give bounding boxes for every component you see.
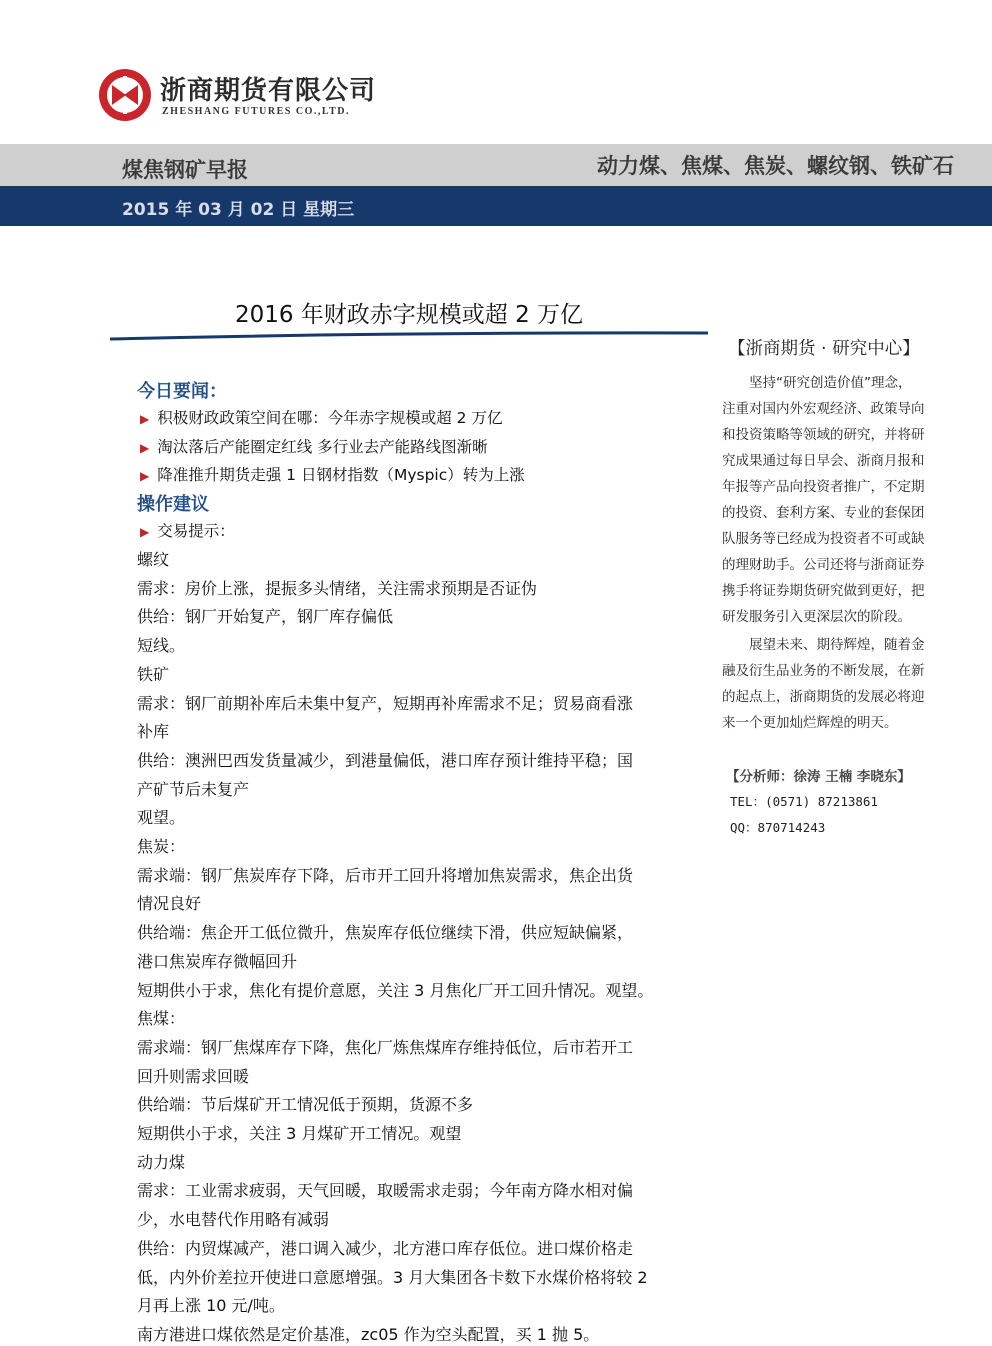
advice-line: 需求：钢厂前期补库后未集中复产，短期再补库需求不足；贸易商看涨 [137, 693, 634, 713]
headline: 2016 年财政赤字规模或超 2 万亿 [234, 302, 584, 328]
advice-line: 短线。 [137, 636, 186, 656]
sidebar-text-line: 的投资、套利方案、专业的套保团 [722, 505, 925, 521]
advice-line: 动力煤 [137, 1152, 186, 1172]
advice-line: 情况良好 [137, 894, 202, 914]
news-item: ▶ 淘汰落后产能圈定红线 多行业去产能路线图渐晰 [140, 438, 488, 456]
report-name: 煤焦钢矿早报 [122, 158, 248, 182]
sidebar-text-line: 队服务等已经成为投资者不可或缺 [722, 531, 925, 547]
sidebar-text-line: 携手将证券期货研究做到更好，把 [722, 583, 925, 599]
advice-line: 需求端：钢厂焦煤库存下降，焦化厂炼焦煤库存维持低位，后市若开工 [137, 1037, 634, 1057]
sidebar-text-line: 的理财助手。公司还将与浙商证券 [722, 557, 925, 573]
advice-line: 南方港进口煤依然是定价基准，zc05 作为空头配置，买 1 抛 5。 [137, 1324, 600, 1344]
arrow-bullet-icon: ▶ [140, 469, 150, 483]
sidebar-text-line: 的起点上，浙商期货的发展必将迎 [722, 689, 925, 705]
advice-line: 供给端：节后煤矿开工情况低于预期，货源不多 [137, 1095, 474, 1115]
advice-line: 少，水电替代作用略有减弱 [137, 1210, 330, 1230]
contact-tel: TEL：(0571) 87213861 [730, 794, 878, 809]
sidebar-title: 【浙商期货 · 研究中心】 [728, 339, 920, 359]
analyst-names: 【分析师：徐涛 王楠 李晓东】 [726, 769, 911, 785]
advice-line: 供给：澳洲巴西发货量减少，到港量偏低，港口库存预计维持平稳；国 [137, 750, 634, 770]
arrow-bullet-icon: ▶ [140, 525, 150, 539]
news-heading: 今日要闻： [137, 381, 227, 402]
advice-line: 供给：内贸煤减产，港口调入减少，北方港口库存低位。进口煤价格走 [137, 1238, 634, 1258]
sidebar-outlook [722, 632, 954, 736]
sidebar-text-line: 研发服务引入更深层次的阶段。 [722, 609, 911, 625]
advice-line: 供给端：焦企开工低位微升，焦炭库存低位继续下滑，供应短缺偏紧， [137, 923, 634, 943]
sidebar-text-line: 和投资策略等领域的研究，并将研 [722, 427, 925, 443]
arrow-bullet-icon: ▶ [140, 412, 150, 426]
advice-line: 焦煤： [137, 1009, 186, 1029]
sidebar-text-line: 坚持“研究创造价值”理念， [722, 375, 912, 391]
advice-line: 回升则需求回暖 [137, 1066, 250, 1086]
news-item: ▶ 降准推升期货走强 1 日钢材指数（Myspic）转为上涨 [140, 466, 525, 484]
news-item: ▶ 积极财政政策空间在哪：今年赤字规模或超 2 万亿 [140, 409, 503, 427]
sidebar-text-line: 展望未来、期待辉煌，随着金 [722, 637, 925, 653]
advice-line: 供给：钢厂开始复产，钢厂库存偏低 [137, 607, 394, 627]
trade-tip: ▶ 交易提示： [140, 522, 235, 540]
advice-line: 月再上涨 10 元/吨。 [137, 1296, 285, 1316]
zheshang-logo-icon [98, 68, 152, 122]
advice-line: 需求端：钢厂焦炭库存下降，后市开工回升将增加焦炭需求，焦企出货 [137, 865, 634, 885]
product-list: 动力煤、焦煤、焦炭、螺纹钢、铁矿石 [597, 154, 954, 178]
headline-underline [108, 330, 712, 342]
contact-qq: QQ：870714243 [730, 820, 826, 835]
sidebar-text-line: 来一个更加灿烂辉煌的明天。 [722, 715, 898, 731]
sidebar-text-line: 年报等产品向投资者推广，不定期 [722, 479, 925, 495]
advice-line: 铁矿 [137, 664, 170, 684]
advice-heading: 操作建议 [137, 494, 209, 515]
arrow-bullet-icon: ▶ [140, 441, 150, 455]
company-name-en: ZHESHANG FUTURES CO.,LTD. [162, 106, 350, 117]
advice-line: 补库 [137, 722, 170, 742]
advice-line: 产矿节后未复产 [137, 779, 250, 799]
sidebar-text-line: 注重对国内外宏观经济、政策导向 [722, 401, 925, 417]
report-date: 2015 年 03 月 02 日 星期三 [122, 200, 355, 220]
advice-line: 港口焦炭库存微幅回升 [137, 951, 298, 971]
advice-line: 观望。 [137, 808, 186, 828]
advice-line: 焦炭： [137, 837, 186, 856]
advice-line: 需求：工业需求疲弱，天气回暖，取暖需求走弱；今年南方降水相对偏 [137, 1181, 634, 1201]
advice-line: 低，内外价差拉开使进口意愿增强。3 月大集团各卡数下水煤价格将较 2 [137, 1267, 648, 1287]
sidebar-text-line: 融及衍生品业务的不断发展，在新 [722, 663, 925, 679]
advice-line: 短期供小于求，关注 3 月煤矿开工情况。观望 [137, 1124, 462, 1143]
company-name-cn: 浙商期货有限公司 [160, 76, 377, 106]
advice-line: 需求：房价上涨，提振多头情绪，关注需求预期是否证伪 [137, 578, 538, 598]
advice-line: 螺纹 [137, 550, 170, 569]
sidebar-intro [722, 370, 954, 630]
sidebar-text-line: 究成果通过每日早会、浙商月报和 [722, 453, 925, 469]
advice-line: 短期供小于求，焦化有提价意愿，关注 3 月焦化厂开工回升情况。观望。 [137, 980, 654, 1000]
